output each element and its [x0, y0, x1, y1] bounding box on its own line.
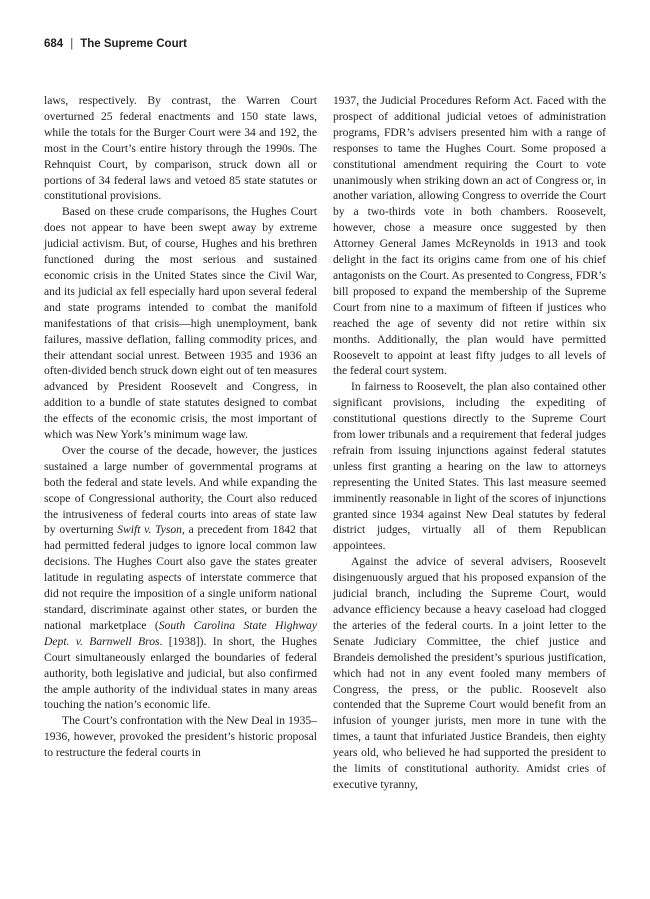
header-separator: | [70, 38, 74, 50]
running-header [44, 38, 187, 50]
paragraph: 1937, the Judicial Procedures Reform Act. Faced with the prospect of additional judicial vetoes of administration programs, FDR’s advisers presented him with a range of responses to tame the Hughes Court. Some proposed a constitutional amendment requiring the Court to vote unanimously when striking down an act of Congress or, in another variation, allowing Congress to override the Court by a two-thirds vote in both chambers. Roosevelt, however, chose a measure once suggested by then Attorney General James McReynolds in 1913 and took delight in the fact its origins came from one of his chief antagonists on the Court. As presented to Congress, FDR’s bill proposed to expand the membership of the Supreme Court from nine to a maximum of fifteen if justices who reached the age of seventy did not retire within six months. Additionally, the plan would have permitted Roosevelt to appoint at least fifty judges to all levels of the federal court system. [333, 94, 606, 378]
paragraph [44, 443, 317, 713]
case-citation: South Carolina State Highway Dept. v. Barnwell Bros [44, 618, 317, 648]
paragraph: laws, respectively. By contrast, the Warren Court overturned 25 federal enactments and 150 state laws, while the totals for the Burger Court were 34 and 192, the most in the Court’s entire history through the 1990s. The Rehnquist Court, by comparison, struck down all or portions of 34 federal laws and vetoed 85 state statutes or constitutional provisions. [44, 94, 317, 203]
paragraph: Based on these crude comparisons, the Hughes Court does not appear to have been swept away by extreme judicial activism. But, of course, Hughes and his brethren functioned during the most serious and sustained economic crisis in the United States since the Civil War, and its judicial ax fell especially hard upon several federal and state programs intended to combat the manifold manifestations of that crisis—high unemployment, bank failures, massive deflation, falling commodity prices, and their attendant social unrest. Between 1935 and 1936 an often-divided bench struck down eight out of ten measures advanced by President Roosevelt and Congress, in addition to a bundle of state statutes designed to combat the effects of the economic crisis, the most important of which was New York’s minimum wage law. [44, 205, 317, 442]
section-title: The Supreme Court [80, 38, 187, 50]
text-run: Over the course of the decade, however, the justices sustained a large number of governmental programs at both the federal and state levels. And while expanding the scope of Congressional authority, the Court also reduced the intrusiveness of federal courts into areas of state law by overturning [44, 443, 317, 537]
page-number: 684 [44, 38, 64, 50]
paragraph: In fairness to Roosevelt, the plan also contained other significant provisions, including the expediting of constitutional questions directly to the Supreme Court from lower tribunals and a requirement that federal judges refrain from issuing injunctions against federal statutes unless first granting a hearing on the law to attorneys representing the United States. This last measure seemed imminently reasonable in light of the scores of injunctions granted since 1934 against New Deal statutes by federal district judges, virtually all of them Republican appointees. [333, 380, 606, 553]
case-citation: Swift v. Tyson [117, 523, 182, 537]
paragraph: Against the advice of several advisers, Roosevelt disingenuously argued that his proposed expansion of the judicial branch, including the Supreme Court, would advance efficiency because a heavy caseload had clogged the arteries of the federal courts. In a joint letter to the Senate Judiciary Committee, the chief justice and Brandeis demolished the president’s spurious justification, which had not in any event fooled many members of Congress, the press, or the public. Roosevelt also contended that the Supreme Court would benefit from an infusion of younger jurists, men more in tune with the times, a taunt that infuriated Justice Brandeis, then eighty years old, who believed he had supported the president to the limits of constitutional authority. Amidst cries of executive tyranny, [333, 555, 606, 791]
right-column [333, 93, 606, 793]
text-run: . [1938]). In short, the Hughes Court simultaneously enlarged the boundaries of federal authority, both legislative and judicial, but also confirmed the ample authority of the individual states in many areas touching the nation’s economic life. [44, 634, 318, 712]
left-column [44, 93, 317, 761]
text-run: , a precedent from 1842 that had permitted federal judges to ignore local common law decisions. The Hughes Court also gave the states greater latitude in regulating aspects of interstate commerce that did not require the imposition of a single uniform national standard, discriminate against other states, or burden the national marketplace ( [44, 523, 318, 632]
paragraph: The Court’s confrontation with the New Deal in 1935–1936, however, provoked the president’s historic proposal to restructure the federal courts in [44, 714, 317, 760]
